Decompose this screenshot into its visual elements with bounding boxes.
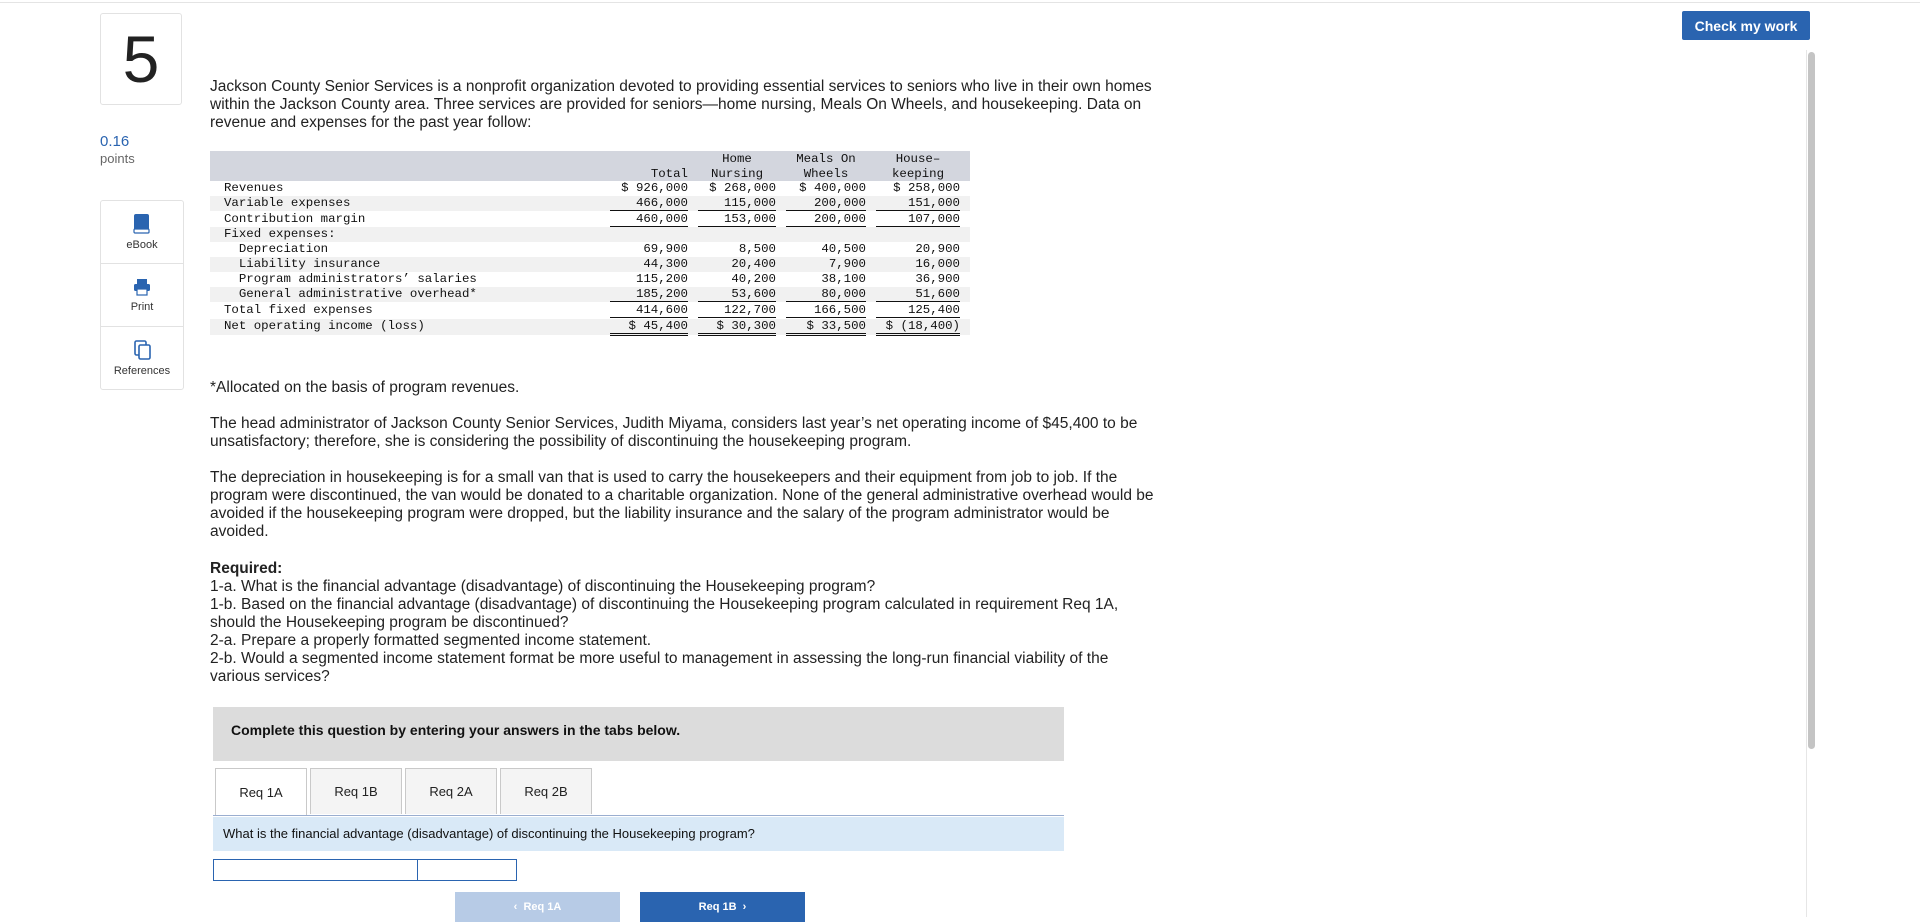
header-meals-2: Wheels: [803, 167, 849, 181]
top-divider: [0, 2, 1920, 3]
table-header: [210, 151, 970, 181]
next-req-button[interactable]: [640, 892, 805, 922]
table-row-fixed-header: [210, 227, 970, 242]
active-question-bar: [213, 817, 1064, 851]
cell-meals: 38,100: [821, 272, 866, 286]
check-my-work-button[interactable]: Check my work: [1682, 11, 1810, 40]
cell-home: 20,400: [731, 257, 776, 271]
points-value: 0.16: [100, 133, 130, 150]
cell-total: $ 45,400: [610, 319, 688, 336]
table-row-liability: [210, 257, 970, 272]
header-house-2: keeping: [891, 167, 945, 181]
chevron-right-icon: ›: [742, 901, 747, 913]
tab-req-1a[interactable]: Req 1A: [215, 768, 307, 816]
cell-home: 115,000: [698, 196, 776, 211]
instruction-panel: [213, 707, 1064, 761]
requirement-tabs: [213, 768, 1064, 816]
tab-divider: [213, 815, 1064, 816]
context-paragraph-1: The head administrator of Jackson County Senior Services, Judith Miyama, considers last year’s net operating income of $45,400 to be unsatisfactory; therefore, she is considering the possibility of discontinuing the housekeeping program.: [210, 415, 1138, 450]
cell-home: 153,000: [698, 212, 776, 227]
cell-home: 122,700: [698, 303, 776, 318]
cell-home: $ 30,300: [698, 319, 776, 336]
table-row-salaries: [210, 272, 970, 287]
cell-meals: 166,500: [786, 303, 866, 318]
cell-house: 36,900: [915, 272, 960, 286]
cell-total: 115,200: [635, 272, 688, 286]
cell-total: $ 926,000: [621, 181, 688, 195]
cell-house: 125,400: [876, 303, 960, 318]
cell-meals: $ 400,000: [799, 181, 866, 195]
header-total: Total: [650, 167, 688, 181]
header-home-2: Nursing: [710, 167, 764, 181]
tab-req-1b[interactable]: Req 1B: [310, 768, 402, 814]
cell-house: 51,600: [876, 287, 960, 302]
points-label: points: [100, 151, 135, 166]
row-label: Revenues: [224, 181, 284, 195]
row-label: Total fixed expenses: [224, 303, 373, 317]
required-item-2a: 2-a. Prepare a properly formatted segmented income statement.: [210, 632, 652, 649]
active-question-text: What is the financial advantage (disadvantage) of discontinuing the Housekeeping program?: [223, 826, 755, 841]
row-label: Program administrators’ salaries: [224, 272, 477, 286]
cell-total: 44,300: [643, 257, 688, 271]
cell-total: 414,600: [610, 303, 688, 318]
printer-icon: [132, 277, 152, 297]
row-label: Contribution margin: [224, 212, 366, 226]
row-label: Depreciation: [224, 242, 329, 256]
table-row-overhead: [210, 287, 970, 302]
answer-amount-input[interactable]: [417, 859, 517, 881]
prev-req-label: Req 1A: [523, 901, 562, 913]
required-item-1b: 1-b. Based on the financial advantage (disadvantage) of discontinuing the Housekeeping program calculated in requirement Req 1A, should the Housekeeping program be discontinued?: [210, 596, 1119, 631]
header-meals-1: Meals On: [796, 152, 856, 166]
row-label: Fixed expenses:: [224, 227, 336, 241]
question-number: 5: [100, 13, 182, 105]
ebook-label: eBook: [126, 239, 158, 251]
book-icon: [132, 213, 152, 235]
cell-total: 185,200: [610, 287, 688, 302]
cell-house: $ 258,000: [893, 181, 960, 195]
cell-house: 107,000: [876, 212, 960, 227]
cell-meals: 200,000: [786, 196, 866, 211]
context-paragraph-2: The depreciation in housekeeping is for a small van that is used to carry the housekeepers and their equipment from job to job. If the program were discontinued, the van would be donated to a charitable organization. None of the general administrative overhead would be avoided if the housekeeping program were dropped, but the liability insurance and the salary of the program administrator would be avoided.: [210, 469, 1154, 540]
print-button[interactable]: [101, 264, 183, 327]
row-label: Net operating income (loss): [224, 319, 425, 333]
intro-text: Jackson County Senior Services is a nonprofit organization devoted to providing essential services to seniors who live in their own homes within the Jackson County area. Three services are provided for seniors—home nursing, Meals On Wheels, and housekeeping. Data on revenue and expenses for the past year follow:: [210, 78, 1152, 131]
cell-meals: 40,500: [821, 242, 866, 256]
copy-icon: [132, 339, 152, 361]
required-item-2b: 2-b. Would a segmented income statement format be more useful to management in assessing the long-run financial viability of the various services?: [210, 650, 1109, 685]
row-label: General administrative overhead*: [224, 287, 477, 301]
cell-home: 53,600: [698, 287, 776, 302]
table-row-total-fixed: [210, 303, 970, 318]
table-row-contribution: [210, 212, 970, 227]
cell-home: 40,200: [731, 272, 776, 286]
references-button[interactable]: [101, 327, 183, 389]
row-label: Variable expenses: [224, 196, 351, 210]
required-title: Required:: [210, 560, 283, 577]
row-label: Liability insurance: [224, 257, 381, 271]
cell-meals: $ 33,500: [786, 319, 866, 336]
table-row-variable: [210, 196, 970, 211]
cell-house: 20,900: [915, 242, 960, 256]
table-row-revenues: [210, 181, 970, 196]
tools-panel: [100, 200, 184, 390]
cell-home: $ 268,000: [709, 181, 776, 195]
references-label: References: [113, 365, 171, 377]
cell-meals: 200,000: [786, 212, 866, 227]
print-label: Print: [130, 301, 154, 313]
tab-req-2b[interactable]: Req 2B: [500, 768, 592, 814]
chevron-left-icon: ‹: [513, 901, 518, 913]
cell-meals: 80,000: [786, 287, 866, 302]
header-home-1: Home: [722, 152, 752, 166]
cell-house: 16,000: [915, 257, 960, 271]
header-house-1: House–: [895, 152, 941, 166]
required-item-1a: 1-a. What is the financial advantage (disadvantage) of discontinuing the Housekeeping program?: [210, 578, 876, 595]
answer-row: [213, 859, 517, 881]
required-section: [210, 560, 1155, 686]
footnote-text: *Allocated on the basis of program revenues.: [210, 379, 520, 396]
instruction-text: Complete this question by entering your answers in the tabs below.: [231, 722, 681, 738]
ebook-button[interactable]: [101, 201, 183, 264]
cell-home: 8,500: [738, 242, 776, 256]
cell-total: 69,900: [643, 242, 688, 256]
tab-req-2a[interactable]: Req 2A: [405, 768, 497, 814]
table-row-net-income: [210, 319, 970, 335]
cell-house: $ (18,400): [876, 319, 960, 336]
table-row-depreciation: [210, 242, 970, 257]
cell-total: 466,000: [610, 196, 688, 211]
next-req-label: Req 1B: [698, 901, 737, 913]
answer-label-input[interactable]: [213, 859, 419, 881]
cell-house: 151,000: [876, 196, 960, 211]
cell-meals: 7,900: [828, 257, 866, 271]
prev-req-button[interactable]: [455, 892, 620, 922]
scrollbar-thumb[interactable]: [1808, 52, 1815, 749]
cell-total: 460,000: [610, 212, 688, 227]
